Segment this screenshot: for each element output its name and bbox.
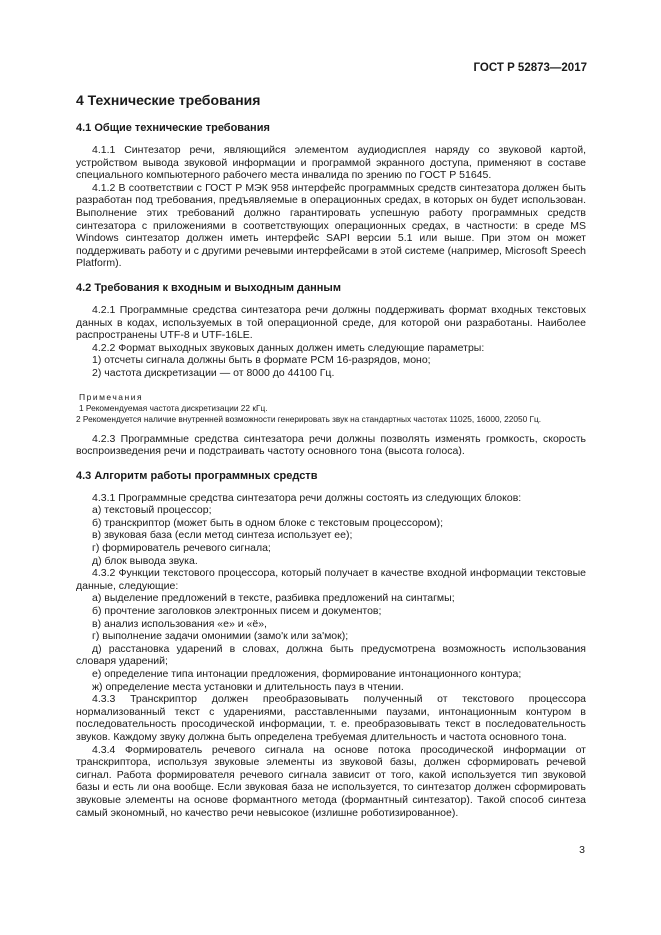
paragraph-4-1-1: 4.1.1 Синтезатор речи, являющийся элементом аудиодисплея наряду со звуковой картой, устройством вывода звуковой информации и программой экранного доступа, применяют в составе специального компьютерного рабочего места инвалида по зрению по ГОСТ Р 51645. <box>76 144 586 182</box>
list-item: в) звуковая база (если метод синтеза использует ее); <box>92 529 353 542</box>
section-title: 4 Технические требования <box>76 92 261 108</box>
page-content <box>76 92 586 819</box>
list-item: в) анализ использования «е» и «ё», <box>92 617 267 630</box>
paragraph-4-2-3: 4.2.3 Программные средства синтезатора речи должны позволять изменять громкость, скорость воспроизведения речи и подстраивать частоту основного тона (высота голоса). <box>76 432 586 458</box>
subsection-title-4-3: 4.3 Алгоритм работы программных средств <box>76 469 318 482</box>
list-item: б) транскриптор (может быть в одном блоке с текстовым процессором); <box>92 516 444 529</box>
subsection-title-4-1: 4.1 Общие технические требования <box>76 122 270 134</box>
list-item: ж) определение места установки и длительность пауз в чтении. <box>92 680 404 693</box>
list-item: а) текстовый процессор; <box>92 504 212 517</box>
paragraph-4-3-3: 4.3.3 Транскриптор должен преобразовывать полученный от текстового процессора нормализованный текст с ударениями, расставленными паузами, интонационным контуром в последовательность просодической информации, т. е. преобразовывать текст в последовательность звуков. Каждому звуку должна быть определена требуемая длительность и частота основного тона. <box>76 693 586 743</box>
page-number: 3 <box>579 844 585 856</box>
list-item: д) блок вывода звука. <box>92 554 198 567</box>
list-item: а) выделение предложений в тексте, разбивка предложений на синтагмы; <box>92 592 455 605</box>
paragraph-4-1-2: 4.1.2 В соответствии с ГОСТ Р МЭК 958 интерфейс программных средств синтезатора должен быть разработан под требования, предъявляемые в операционных средах, в которых он будет использован. Выполнение этих требований должно гарантировать успешную работу программных средств синтезатора с приложениями в соответствующих операционных средах, в частности: в среде MS Windows синтезатор должен иметь интерфейс SAPI версии 5.1 или выше. При этом он может поддерживать работу и с другими речевыми интерфейсами в этой системе (например, Microsoft Speech Platform). <box>76 181 586 270</box>
notes-title: Примечания <box>79 391 144 402</box>
document-id-header: ГОСТ Р 52873—2017 <box>473 62 587 74</box>
list-item: г) выполнение задачи омонимии (замо'к или за'мок); <box>92 630 349 643</box>
paragraph-4-3-4: 4.3.4 Формирователь речевого сигнала на основе потока просодической информации от транскриптора, используя звуковые элементы из звуковой базы, должен сформировать речевой сигнал. Работа формирователя речевого сигнала зависит от того, какой используется тип звуковой базы и есть ли она вообще. Если звуковая база не используется, то синтезатор должен сформировать звуковые элементы на основе формантного метода (формантный синтезатор). Такой способ синтеза самый экономный, но качество речи невысокое (излишне роботизированное). <box>76 743 586 819</box>
paragraph-4-3-2: 4.3.2 Функции текстового процессора, который получает в качестве входной информации текстовые данные, следующие: <box>76 567 586 592</box>
note-2: 2 Рекомендуется наличие внутренней возможности генерировать звук на стандартных частотах 11025, 16000, 22050 Гц. <box>76 413 542 424</box>
note-1: 1 Рекомендуемая частота дискретизации 22 кГц. <box>79 402 268 413</box>
list-item: д) расстановка ударений в словах, должна быть предусмотрена возможность использования словаря ударений; <box>76 642 586 668</box>
paragraph-4-3-1: 4.3.1 Программные средства синтезатора речи должны состоять из следующих блоков: <box>92 491 522 504</box>
list-item: е) определение типа интонации предложения, формирование интонационного контура; <box>92 668 522 680</box>
list-item: 1) отсчеты сигнала должны быть в формате PCM 16-разрядов, моно; <box>92 354 431 367</box>
list-item: б) прочтение заголовков электронных писем и документов; <box>92 605 382 618</box>
paragraph-4-2-1: 4.2.1 Программные средства синтезатора речи должны поддерживать формат входных текстовых данных в кодах, используемых в той операционной среде, для которой они разработаны. Наиболее распространены UTF-8 и UTF-16LE. <box>76 303 586 342</box>
subsection-title-4-2: 4.2 Требования к входным и выходным данным <box>76 281 341 294</box>
list-item: г) формирователь речевого сигнала; <box>92 542 271 555</box>
list-item: 2) частота дискретизации — от 8000 до 44100 Гц. <box>92 366 335 379</box>
paragraph-4-2-2: 4.2.2 Формат выходных звуковых данных должен иметь следующие параметры: <box>92 341 485 354</box>
